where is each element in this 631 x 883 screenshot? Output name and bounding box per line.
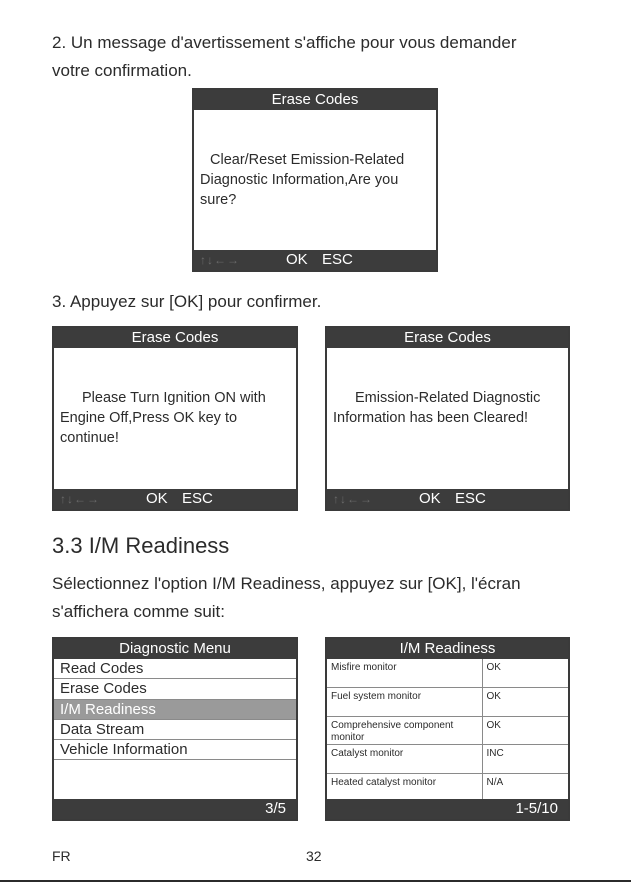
cleared-screen [325,326,570,511]
step2-text [52,29,516,85]
esc-button[interactable]: ESC [455,490,486,507]
table-row [327,688,568,717]
screen-title: Diagnostic Menu [54,639,296,659]
monitor-name: Fuel system monitor [327,688,482,717]
im-readiness-screen [325,637,570,821]
menu-list [54,659,296,760]
page-indicator: 1-5/10 [515,800,558,817]
screen-title: I/M Readiness [327,639,568,659]
table-row [327,716,568,745]
ignition-screen [52,326,298,511]
monitor-name: Heated catalyst monitor [327,773,482,802]
monitor-name: Comprehensive component monitor [327,716,482,745]
screen-footer-bar [194,250,436,270]
monitor-name: Catalyst monitor [327,745,482,774]
arrow-keys-icon: ↑↓←→ [333,492,373,506]
ok-button[interactable]: OK [286,251,308,268]
step2-line2: votre confirmation. [52,61,192,80]
menu-item-data-stream[interactable]: Data Stream [54,720,296,740]
monitor-status: INC [482,745,568,774]
table-row [327,773,568,802]
ok-button[interactable]: OK [419,490,441,507]
monitor-status: OK [482,716,568,745]
message-line: continue! [60,430,119,446]
step3-text: 3. Appuyez sur [OK] pour confirmer. [52,292,322,311]
esc-button[interactable]: ESC [182,490,213,507]
screen-footer-bar [327,489,568,509]
monitor-status: OK [482,659,568,688]
footer-language: FR [52,848,71,864]
table-row [327,745,568,774]
esc-button[interactable]: ESC [322,251,353,268]
monitor-status: N/A [482,773,568,802]
message-line: Emission-Related Diagnostic [355,390,541,406]
screen-footer-bar [327,799,568,819]
screen-title: Erase Codes [54,328,296,348]
step2-line1: 2. Un message d'avertissement s'affiche pour vous demander [52,33,517,52]
message-line: Clear/Reset Emission-Related [210,152,405,168]
screen-footer-bar [54,489,296,509]
message-line: sure? [200,192,237,208]
diagnostic-menu-screen [52,637,298,821]
menu-item-read-codes[interactable]: Read Codes [54,659,296,679]
table-row [327,659,568,688]
page-indicator: 3/5 [265,800,286,817]
section-line1: Sélectionnez l'option I/M Readiness, appuyez sur [OK], l'écran [52,574,521,593]
confirm-message [200,150,430,210]
section-text [52,570,521,626]
message-line: Diagnostic Information,Are you [200,172,399,188]
erase-confirm-screen [192,88,438,272]
monitor-name: Misfire monitor [327,659,482,688]
ok-button[interactable]: OK [146,490,168,507]
message-line: Information has been Cleared! [333,410,529,426]
screen-footer-bar [54,799,296,819]
ignition-message [60,388,290,448]
arrow-keys-icon: ↑↓←→ [200,253,240,267]
menu-item-vehicle-information[interactable]: Vehicle Information [54,740,296,760]
section-heading: 3.3 I/M Readiness [52,533,230,558]
bottom-rule [0,880,631,882]
menu-item-im-readiness[interactable]: I/M Readiness [54,700,296,720]
screen-title: Erase Codes [327,328,568,348]
cleared-message [333,388,562,428]
menu-item-erase-codes[interactable]: Erase Codes [54,679,296,699]
screen-title: Erase Codes [194,90,436,110]
message-line: Please Turn Ignition ON with [82,390,266,406]
monitor-status: OK [482,688,568,717]
footer-page-number: 32 [306,848,322,864]
message-line: Engine Off,Press OK key to [60,410,238,426]
monitor-table [327,659,568,802]
arrow-keys-icon: ↑↓←→ [60,492,100,506]
section-line2: s'affichera comme suit: [52,602,225,621]
